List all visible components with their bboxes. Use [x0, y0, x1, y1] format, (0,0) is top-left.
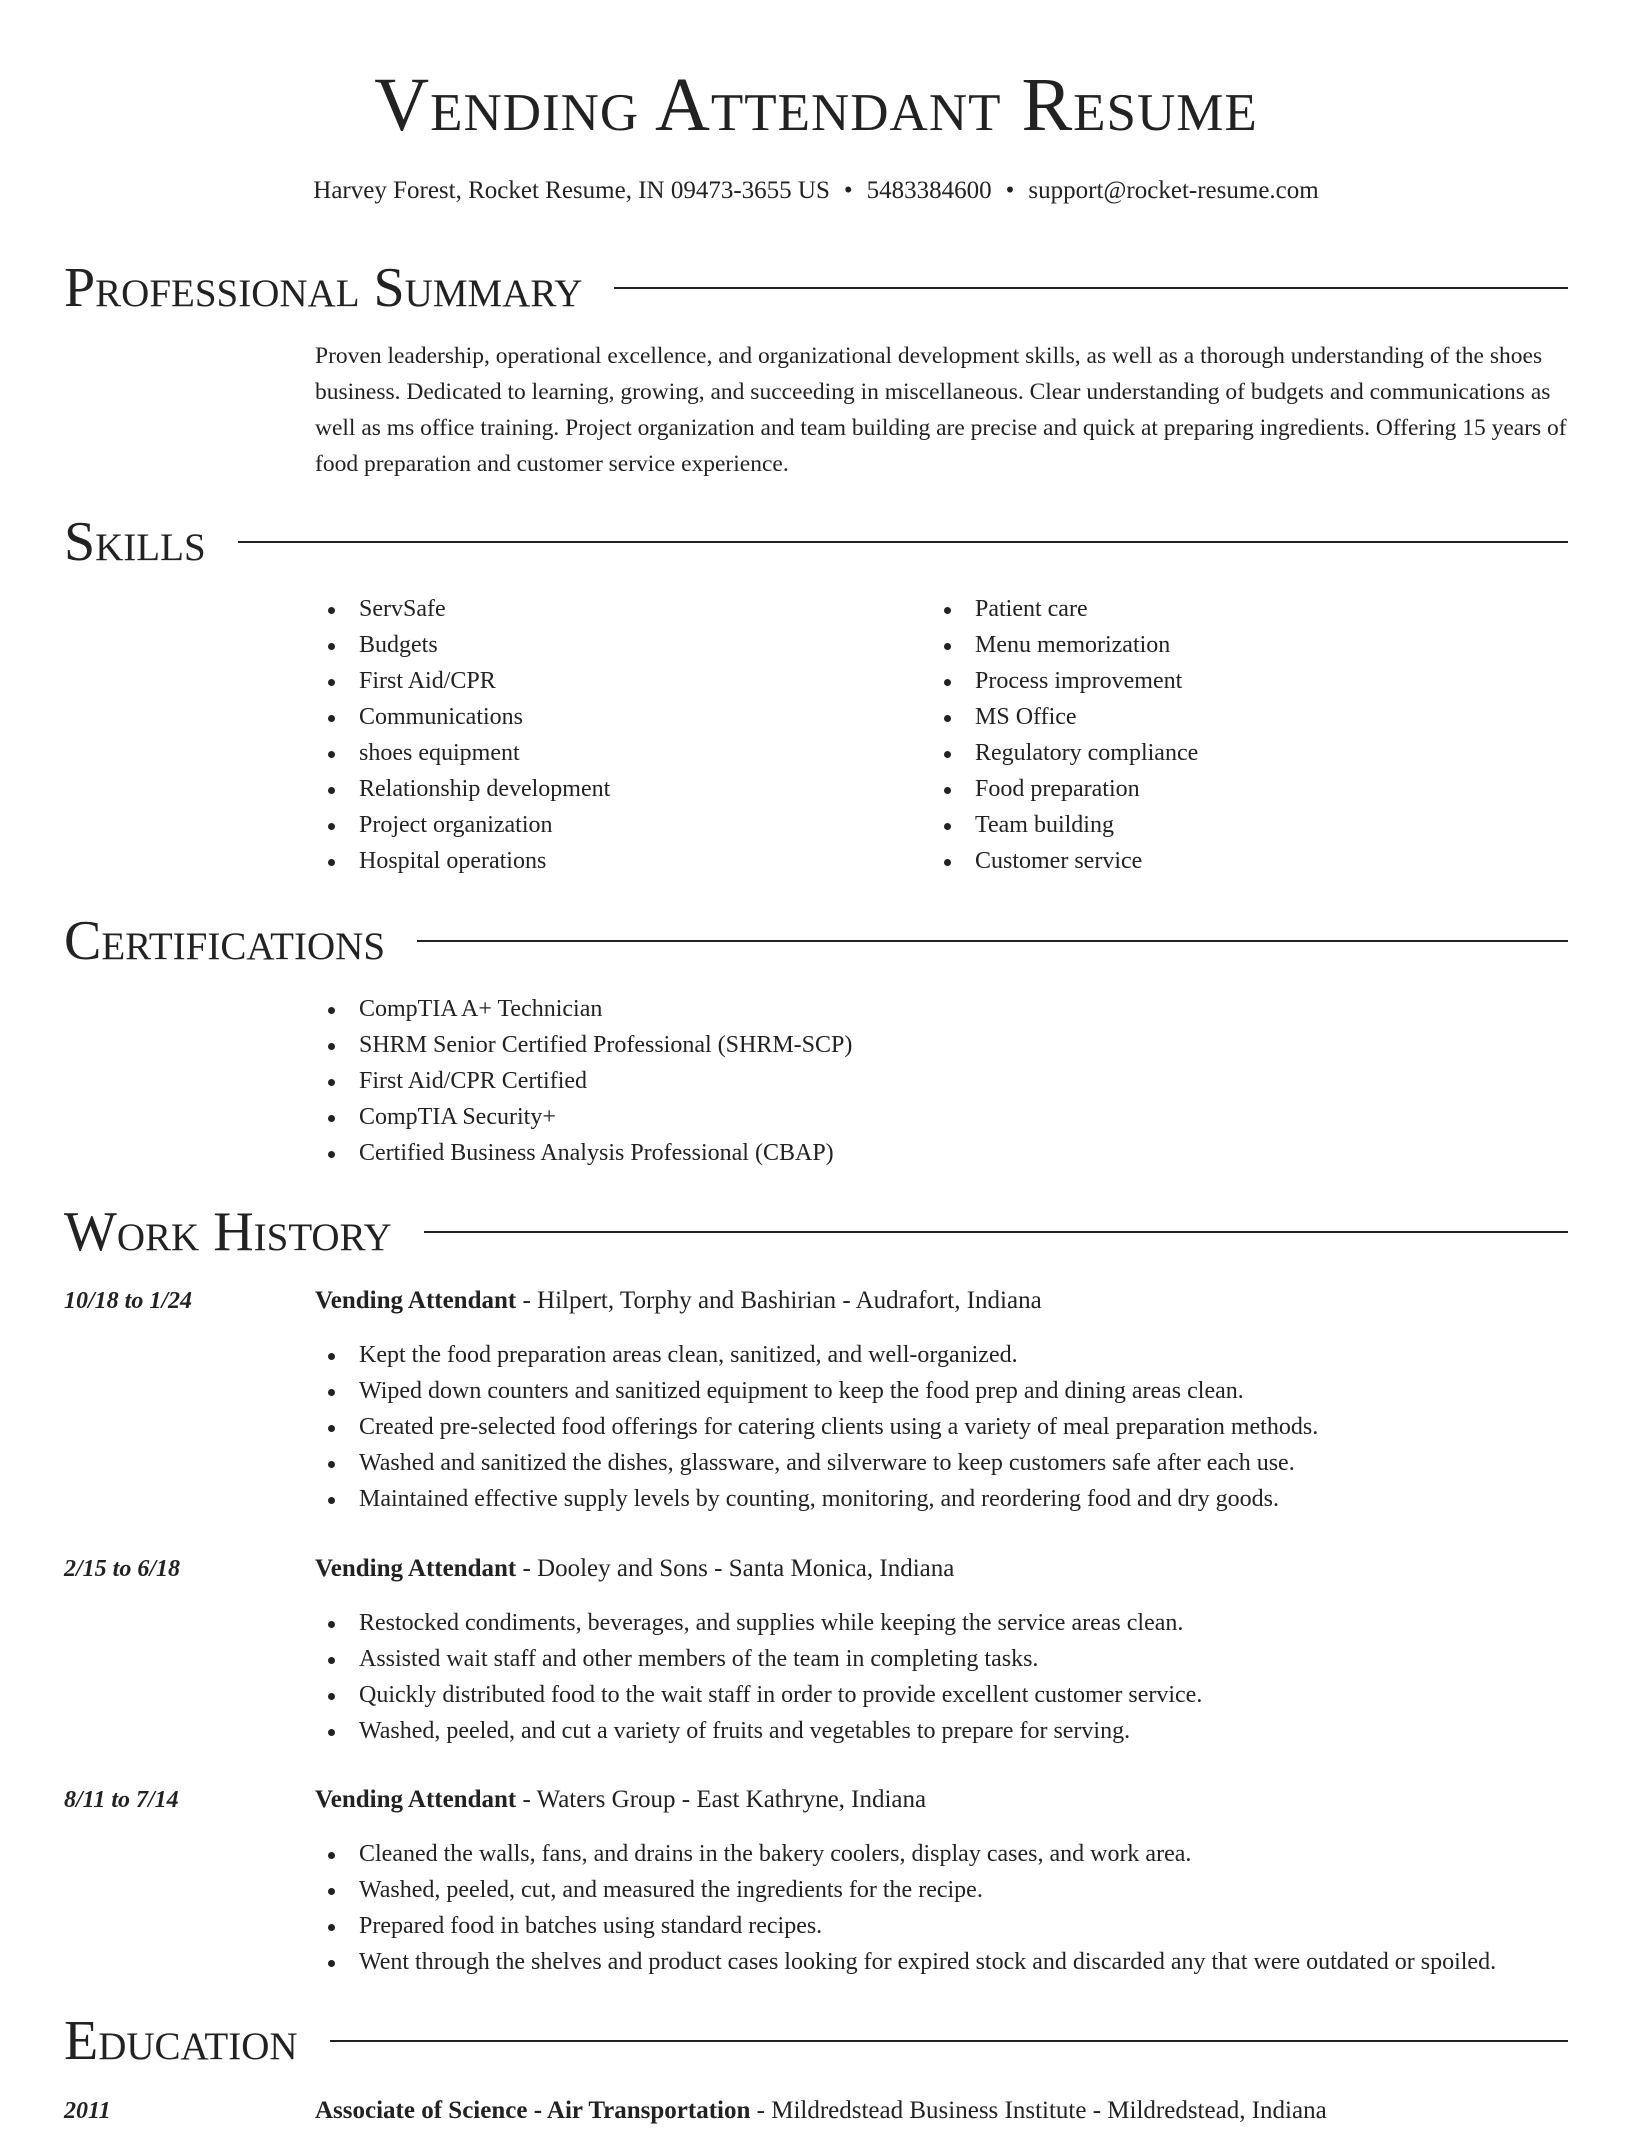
- education-school: - Mildredstead Business Institute - Mildredstead, Indiana: [750, 2097, 1327, 2124]
- list-item: Communications: [315, 699, 610, 735]
- section-header-certifications: [64, 911, 1568, 971]
- list-item: Went through the shelves and product cases looking for expired stock and discarded any that were outdated or spoiled.: [315, 1944, 1496, 1980]
- section-header-skills: [64, 512, 1568, 572]
- job-role: Vending Attendant: [315, 1287, 517, 1314]
- list-item: Restocked condiments, beverages, and supplies while keeping the service areas clean.: [315, 1605, 1202, 1641]
- list-item: Cleaned the walls, fans, and drains in the bakery coolers, display cases, and work area.: [315, 1836, 1496, 1872]
- job-employer: - Dooley and Sons - Santa Monica, Indiana: [516, 1555, 955, 1582]
- education-degree: Associate of Science - Air Transportation: [315, 2097, 751, 2124]
- list-item: Hospital operations: [315, 843, 610, 879]
- list-item: Process improvement: [931, 663, 1198, 699]
- list-item: ServSafe: [315, 591, 610, 627]
- job-employer: - Waters Group - East Kathryne, Indiana: [516, 1786, 927, 1813]
- list-item: Maintained effective supply levels by counting, monitoring, and reordering food and dry goods.: [315, 1481, 1318, 1517]
- list-item: CompTIA Security+: [315, 1099, 852, 1135]
- section-header-education: [64, 2011, 1568, 2071]
- list-item: Washed and sanitized the dishes, glassware, and silverware to keep customers safe after each use.: [315, 1445, 1318, 1481]
- list-item: Prepared food in batches using standard recipes.: [315, 1908, 1496, 1944]
- list-item: Assisted wait staff and other members of the team in completing tasks.: [315, 1641, 1202, 1677]
- list-item: Kept the food preparation areas clean, sanitized, and well-organized.: [315, 1337, 1318, 1373]
- list-item: Food preparation: [931, 771, 1198, 807]
- resume-title: Vending Attendant Resume: [374, 63, 1258, 147]
- list-item: CompTIA A+ Technician: [315, 991, 852, 1027]
- section-divider: [417, 940, 1568, 942]
- list-item: MS Office: [931, 699, 1198, 735]
- certifications-list: [315, 991, 852, 1171]
- job-bullets: [315, 1605, 1202, 1749]
- list-item: Quickly distributed food to the wait staff in order to provide excellent customer service.: [315, 1677, 1202, 1713]
- job-dates: 8/11 to 7/14: [64, 1787, 179, 1813]
- list-item: Customer service: [931, 843, 1198, 879]
- contact-line: [0, 176, 1632, 206]
- job-dates: 10/18 to 1/24: [64, 1288, 193, 1314]
- list-item: Regulatory compliance: [931, 735, 1198, 771]
- job-bullets: [315, 1836, 1496, 1980]
- list-item: Patient care: [931, 591, 1198, 627]
- list-item: Project organization: [315, 807, 610, 843]
- section-divider: [424, 1231, 1568, 1233]
- job-role: Vending Attendant: [315, 1555, 517, 1582]
- job-bullets: [315, 1337, 1318, 1517]
- section-title: Professional Summary: [64, 257, 583, 319]
- contact-phone: 5483384600: [866, 177, 992, 204]
- education-year: 2011: [64, 2098, 111, 2124]
- section-title: Skills: [64, 511, 206, 573]
- list-item: SHRM Senior Certified Professional (SHRM-SCP): [315, 1027, 852, 1063]
- section-divider: [614, 287, 1568, 289]
- job-dates: 2/15 to 6/18: [64, 1556, 181, 1582]
- list-item: First Aid/CPR: [315, 663, 610, 699]
- education-heading: [315, 2093, 1327, 2129]
- skills-list-left: [315, 591, 610, 879]
- section-title: Certifications: [64, 910, 386, 972]
- job-heading: [315, 1283, 1042, 1319]
- contact-email: support@rocket-resume.com: [1028, 177, 1319, 204]
- list-item: Washed, peeled, cut, and measured the ingredients for the recipe.: [315, 1872, 1496, 1908]
- contact-separator: •: [843, 177, 853, 204]
- list-item: Menu memorization: [931, 627, 1198, 663]
- job-heading: [315, 1551, 954, 1587]
- list-item: Budgets: [315, 627, 610, 663]
- section-title: Work History: [64, 1201, 392, 1263]
- job-role: Vending Attendant: [315, 1786, 517, 1813]
- list-item: Team building: [931, 807, 1198, 843]
- skills-list-right: [931, 591, 1198, 879]
- section-title: Education: [64, 2010, 298, 2072]
- section-header-work-history: [64, 1202, 1568, 1262]
- list-item: Certified Business Analysis Professional (CBAP): [315, 1135, 852, 1171]
- list-item: Relationship development: [315, 771, 610, 807]
- summary-text: Proven leadership, operational excellence, and organizational development skills, as well as a thorough understanding of the shoes business. Dedicated to learning, growing, and succeeding in miscellaneous. Clear understanding of budgets and communications as well as ms office training. Project organization and team building are precise and quick at preparing ingredients. Offering 15 years of food preparation and customer service experience.: [315, 343, 1567, 477]
- list-item: Washed, peeled, and cut a variety of fruits and vegetables to prepare for serving.: [315, 1713, 1202, 1749]
- section-divider: [238, 541, 1568, 543]
- section-header-summary: [64, 258, 1568, 318]
- list-item: shoes equipment: [315, 735, 610, 771]
- job-heading: [315, 1782, 926, 1818]
- list-item: Created pre-selected food offerings for catering clients using a variety of meal preparation methods.: [315, 1409, 1318, 1445]
- job-employer: - Hilpert, Torphy and Bashirian - Audrafort, Indiana: [516, 1287, 1042, 1314]
- section-divider: [330, 2040, 1568, 2042]
- list-item: Wiped down counters and sanitized equipment to keep the food prep and dining areas clean.: [315, 1373, 1318, 1409]
- contact-separator: •: [1005, 177, 1015, 204]
- contact-address: Harvey Forest, Rocket Resume, IN 09473-3655 US: [313, 177, 830, 204]
- list-item: First Aid/CPR Certified: [315, 1063, 852, 1099]
